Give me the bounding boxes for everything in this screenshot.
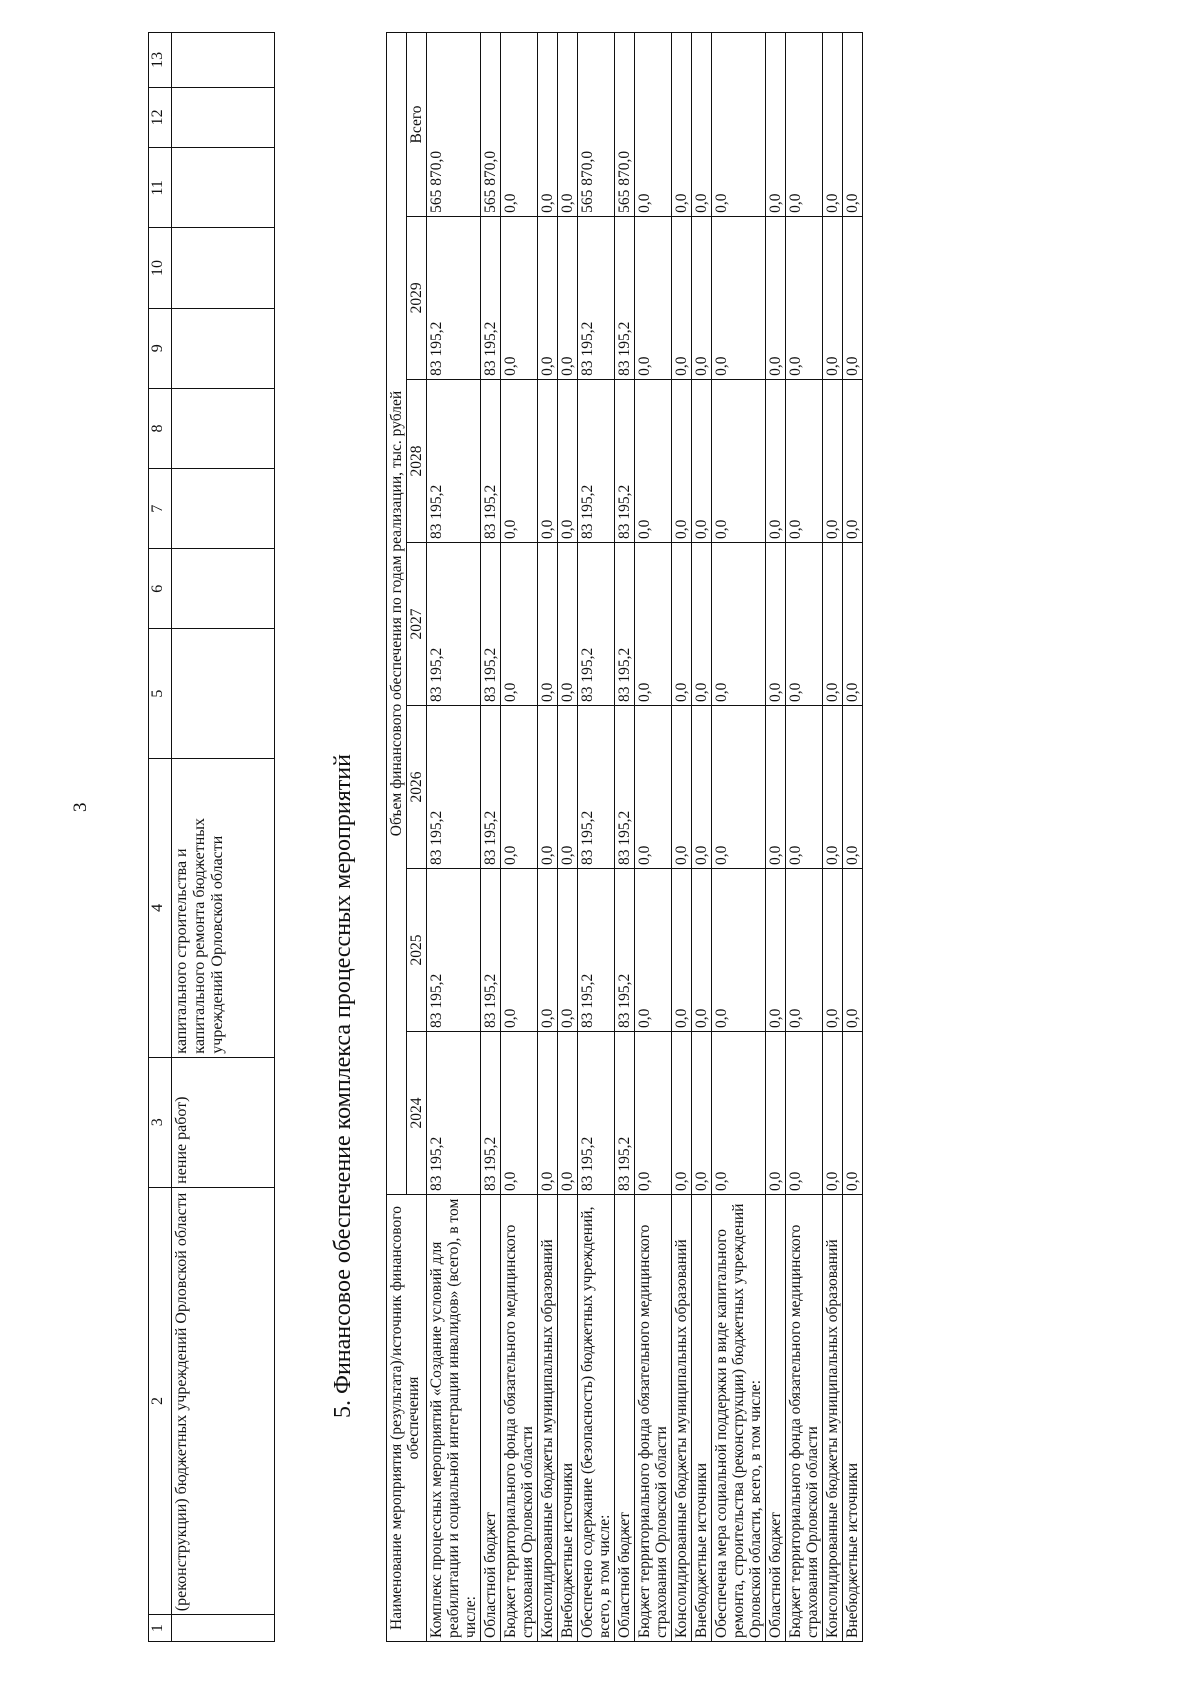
cell: нение работ)	[172, 1057, 275, 1187]
value-cell: 0,0	[538, 542, 558, 705]
value-cell: 83 195,2	[427, 1031, 481, 1194]
value-cell: 0,0	[558, 1031, 578, 1194]
col-number: 6	[149, 549, 172, 629]
year-header: 2025	[407, 868, 427, 1031]
value-cell: 83 195,2	[615, 542, 635, 705]
value-cell: 0,0	[558, 542, 578, 705]
table-row	[558, 33, 578, 1642]
value-cell: 83 195,2	[615, 216, 635, 379]
value-cell: 0,0	[635, 705, 672, 868]
value-cell: 83 195,2	[481, 1031, 501, 1194]
value-cell: 0,0	[538, 868, 558, 1031]
value-cell: 0,0	[501, 379, 538, 542]
total-cell: 0,0	[501, 33, 538, 217]
table-row	[823, 33, 843, 1642]
year-header: 2028	[407, 379, 427, 542]
table-row	[672, 33, 692, 1642]
value-cell: 0,0	[635, 1031, 672, 1194]
value-cell: 0,0	[766, 216, 786, 379]
total-cell: 0,0	[672, 33, 692, 217]
financing-table	[386, 32, 863, 1642]
table-row	[615, 33, 635, 1642]
value-cell: 83 195,2	[481, 379, 501, 542]
row-label: Обеспечено содержание (безопасность) бюджетных учреждений, всего, в том числе:	[578, 1195, 615, 1642]
financing-table-body	[427, 33, 863, 1642]
cell: капитального строительства и капитального ремонта бюджетных учреждений Орловской области	[172, 758, 275, 1057]
value-cell: 0,0	[692, 705, 712, 868]
value-cell: 83 195,2	[615, 379, 635, 542]
value-cell: 0,0	[692, 216, 712, 379]
value-cell: 0,0	[766, 705, 786, 868]
value-cell: 0,0	[786, 542, 823, 705]
value-cell: 0,0	[712, 379, 766, 542]
value-cell: 0,0	[786, 1031, 823, 1194]
table-row	[635, 33, 672, 1642]
table-row	[578, 33, 615, 1642]
value-cell: 83 195,2	[427, 542, 481, 705]
row-label: Внебюджетные источники	[692, 1195, 712, 1642]
year-header: 2026	[407, 705, 427, 868]
col-number: 13	[149, 33, 172, 88]
value-cell: 0,0	[786, 216, 823, 379]
value-cell: 0,0	[672, 705, 692, 868]
value-cell: 0,0	[692, 379, 712, 542]
cell	[172, 228, 275, 308]
value-cell: 0,0	[766, 868, 786, 1031]
total-cell: 0,0	[558, 33, 578, 217]
value-cell: 0,0	[712, 868, 766, 1031]
table-row	[786, 33, 823, 1642]
value-cell: 0,0	[823, 542, 843, 705]
col-number: 10	[149, 228, 172, 308]
value-cell: 83 195,2	[427, 216, 481, 379]
cell	[172, 1615, 275, 1642]
col-number: 8	[149, 388, 172, 468]
col-number: 9	[149, 308, 172, 388]
row-label: Бюджет территориального фонда обязательного медицинского страхования Орловской области	[501, 1195, 538, 1642]
total-cell: 565 870,0	[427, 33, 481, 217]
table-row	[501, 33, 538, 1642]
cell	[172, 469, 275, 549]
total-cell: 565 870,0	[615, 33, 635, 217]
value-cell: 83 195,2	[615, 868, 635, 1031]
table-row	[172, 33, 275, 1642]
value-cell: 0,0	[501, 1031, 538, 1194]
cell	[172, 629, 275, 759]
column-number-row	[149, 33, 172, 1642]
value-cell: 83 195,2	[578, 379, 615, 542]
value-cell: 0,0	[823, 868, 843, 1031]
value-cell: 0,0	[692, 868, 712, 1031]
value-cell: 0,0	[558, 216, 578, 379]
col-number: 4	[149, 758, 172, 1057]
row-label: Обеспечена мера социальной поддержки в виде капитального ремонта, строительства (реконструкции) бюджетных учреждений Орловской области, всего, в том числе:	[712, 1195, 766, 1642]
value-cell: 0,0	[823, 216, 843, 379]
table-row	[712, 33, 766, 1642]
value-cell: 0,0	[672, 216, 692, 379]
value-cell: 0,0	[843, 705, 863, 868]
year-header: 2027	[407, 542, 427, 705]
value-cell: 83 195,2	[578, 705, 615, 868]
cell	[172, 33, 275, 88]
col-number: 5	[149, 629, 172, 759]
row-label: Внебюджетные источники	[843, 1195, 863, 1642]
total-cell: 565 870,0	[481, 33, 501, 217]
value-cell: 0,0	[635, 542, 672, 705]
value-cell: 0,0	[786, 705, 823, 868]
year-header: 2029	[407, 216, 427, 379]
value-cell: 0,0	[766, 1031, 786, 1194]
total-cell: 565 870,0	[578, 33, 615, 217]
value-cell: 83 195,2	[427, 868, 481, 1031]
value-cell: 0,0	[766, 542, 786, 705]
row-label: Консолидированные бюджеты муниципальных образований	[823, 1195, 843, 1642]
value-cell: 0,0	[672, 868, 692, 1031]
col-number: 3	[149, 1057, 172, 1187]
name-column-header: Наименование мероприятия (результата)/источник финансового обеспечения	[387, 1195, 427, 1642]
row-label: Областной бюджет	[481, 1195, 501, 1642]
total-cell: 0,0	[843, 33, 863, 217]
header-row	[387, 33, 407, 1642]
row-label: Внебюджетные источники	[558, 1195, 578, 1642]
value-cell: 0,0	[501, 542, 538, 705]
funding-group-header: Объем финансового обеспечения по годам реализации, тыс. рублей	[387, 33, 407, 1195]
value-cell: 0,0	[635, 379, 672, 542]
value-cell: 83 195,2	[578, 216, 615, 379]
value-cell: 0,0	[538, 1031, 558, 1194]
value-cell: 0,0	[712, 1031, 766, 1194]
value-cell: 0,0	[766, 379, 786, 542]
value-cell: 83 195,2	[481, 542, 501, 705]
value-cell: 0,0	[558, 868, 578, 1031]
value-cell: 0,0	[823, 1031, 843, 1194]
row-label: Бюджет территориального фонда обязательного медицинского страхования Орловской области	[635, 1195, 672, 1642]
value-cell: 0,0	[501, 705, 538, 868]
total-cell: 0,0	[635, 33, 672, 217]
value-cell: 0,0	[823, 379, 843, 542]
value-cell: 0,0	[712, 705, 766, 868]
total-cell: 0,0	[692, 33, 712, 217]
year-header: 2024	[407, 1031, 427, 1194]
col-number: 7	[149, 469, 172, 549]
row-label: Бюджет территориального фонда обязательного медицинского страхования Орловской области	[786, 1195, 823, 1642]
value-cell: 0,0	[843, 868, 863, 1031]
value-cell: 83 195,2	[481, 868, 501, 1031]
value-cell: 0,0	[712, 542, 766, 705]
value-cell: 0,0	[786, 379, 823, 542]
total-cell: 0,0	[538, 33, 558, 217]
col-number: 2	[149, 1187, 172, 1614]
total-cell: 0,0	[823, 33, 843, 217]
value-cell: 83 195,2	[427, 379, 481, 542]
value-cell: 0,0	[558, 379, 578, 542]
value-cell: 0,0	[538, 705, 558, 868]
table-row	[427, 33, 481, 1642]
value-cell: 83 195,2	[578, 1031, 615, 1194]
table-row	[692, 33, 712, 1642]
row-label: Комплекс процессных мероприятий «Создание условий для реабилитации и социальной интеграции инвалидов» (всего), в том числе:	[427, 1195, 481, 1642]
cell	[172, 148, 275, 228]
value-cell: 0,0	[692, 542, 712, 705]
value-cell: 0,0	[558, 705, 578, 868]
col-number: 1	[149, 1615, 172, 1642]
value-cell: 0,0	[843, 379, 863, 542]
value-cell: 0,0	[635, 216, 672, 379]
value-cell: 83 195,2	[481, 705, 501, 868]
cell: (реконструкции) бюджетных учреждений Орловской области	[172, 1187, 275, 1614]
value-cell: 83 195,2	[615, 705, 635, 868]
row-label: Областной бюджет	[615, 1195, 635, 1642]
total-header: Всего	[407, 33, 427, 217]
value-cell: 83 195,2	[615, 1031, 635, 1194]
value-cell: 0,0	[823, 705, 843, 868]
value-cell: 0,0	[692, 1031, 712, 1194]
top-continuation-table	[148, 32, 275, 1642]
table-row	[538, 33, 558, 1642]
total-cell: 0,0	[766, 33, 786, 217]
value-cell: 0,0	[672, 542, 692, 705]
value-cell: 0,0	[843, 216, 863, 379]
page-number: 3	[70, 802, 91, 812]
col-number: 12	[149, 87, 172, 147]
value-cell: 0,0	[712, 216, 766, 379]
table-row	[843, 33, 863, 1642]
cell	[172, 388, 275, 468]
value-cell: 83 195,2	[578, 542, 615, 705]
value-cell: 0,0	[538, 379, 558, 542]
table-row	[766, 33, 786, 1642]
value-cell: 0,0	[843, 542, 863, 705]
value-cell: 0,0	[501, 216, 538, 379]
section-title: 5. Финансовое обеспечение комплекса процессных мероприятий	[330, 754, 356, 1418]
value-cell: 83 195,2	[481, 216, 501, 379]
col-number: 11	[149, 148, 172, 228]
value-cell: 0,0	[672, 1031, 692, 1194]
total-cell: 0,0	[712, 33, 766, 217]
cell	[172, 87, 275, 147]
value-cell: 83 195,2	[578, 868, 615, 1031]
cell	[172, 308, 275, 388]
value-cell: 83 195,2	[427, 705, 481, 868]
value-cell: 0,0	[501, 868, 538, 1031]
value-cell: 0,0	[538, 216, 558, 379]
row-label: Консолидированные бюджеты муниципальных образований	[672, 1195, 692, 1642]
value-cell: 0,0	[635, 868, 672, 1031]
value-cell: 0,0	[672, 379, 692, 542]
total-cell: 0,0	[786, 33, 823, 217]
table-row	[481, 33, 501, 1642]
row-label: Консолидированные бюджеты муниципальных образований	[538, 1195, 558, 1642]
cell	[172, 549, 275, 629]
value-cell: 0,0	[843, 1031, 863, 1194]
row-label: Областной бюджет	[766, 1195, 786, 1642]
value-cell: 0,0	[786, 868, 823, 1031]
